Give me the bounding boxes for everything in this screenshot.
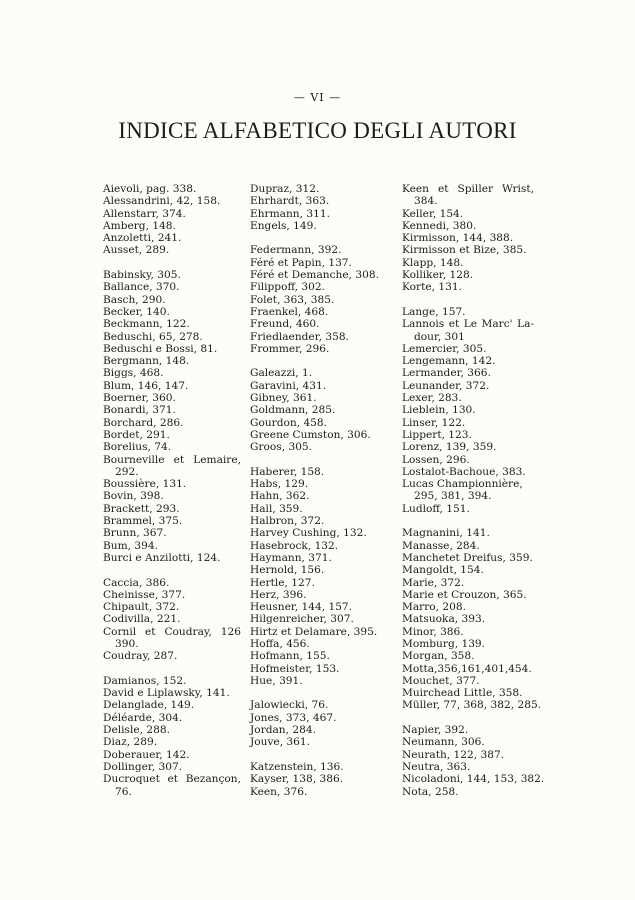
section-gap bbox=[103, 257, 241, 269]
index-entry: Muirchead Little, 358. bbox=[402, 687, 523, 700]
page-number: — VI — bbox=[293, 91, 342, 104]
index-entry: Blum, 146, 147. bbox=[103, 379, 189, 392]
index-entry: Déléarde, 304. bbox=[103, 711, 183, 724]
index-entry: Anzoletti, 241. bbox=[103, 232, 182, 245]
section-gap bbox=[250, 232, 382, 244]
index-entry: Herz, 396. bbox=[250, 588, 307, 601]
index-entry: Harvey Cushing, 132. bbox=[250, 527, 367, 540]
index-entry: Féré et Papin, 137. bbox=[250, 256, 352, 269]
index-entry: Bergmann, 148. bbox=[103, 355, 190, 368]
index-entry: Neumann, 306. bbox=[402, 736, 485, 749]
index-entry: Lengemann, 142. bbox=[402, 355, 496, 368]
index-entry: Chipault, 372. bbox=[103, 601, 180, 614]
index-entry: Mouchet, 377. bbox=[402, 674, 480, 687]
index-entry: Kirmisson, 144, 388. bbox=[402, 232, 514, 245]
index-entry: Jouve, 361. bbox=[250, 736, 311, 749]
index-entry: Gibney, 361. bbox=[250, 392, 317, 405]
index-entry: Haberer, 158. bbox=[250, 465, 325, 478]
index-entry: Heusner, 144, 157. bbox=[250, 601, 353, 614]
index-entry: Féré et Demanche, 308. bbox=[250, 269, 379, 282]
index-entry: Korte, 131. bbox=[402, 281, 462, 294]
index-entry: Lange, 157. bbox=[402, 305, 466, 318]
index-entry: Hofmeister, 153. bbox=[250, 662, 340, 675]
index-entry: Nota, 258. bbox=[402, 785, 459, 798]
index-entry: Hirtz et Delamare, 395. bbox=[250, 625, 378, 638]
index-entry: Lossen, 296. bbox=[402, 453, 470, 466]
index-entry: Kayser, 138, 386. bbox=[250, 773, 344, 786]
author-column-1 bbox=[103, 183, 241, 798]
index-entry: Hall, 359. bbox=[250, 502, 303, 515]
index-entry: Delisle, 288. bbox=[103, 724, 170, 737]
index-entry: Beckmann, 122. bbox=[103, 318, 190, 331]
index-entry: Hue, 391. bbox=[250, 674, 303, 687]
index-entry: Delanglade, 149. bbox=[103, 699, 195, 712]
index-entry: Marro, 208. bbox=[402, 601, 466, 614]
index-entry: Haymann, 371. bbox=[250, 551, 332, 564]
index-entry: Bordet, 291. bbox=[103, 428, 170, 441]
index-entry: 390. bbox=[115, 637, 139, 650]
index-entry: Goldmann, 285. bbox=[250, 404, 336, 417]
section-gap bbox=[103, 663, 241, 675]
index-entry: 384. bbox=[414, 195, 438, 208]
section-gap bbox=[250, 687, 382, 699]
index-entry: Kirmisson et Bize, 385. bbox=[402, 244, 527, 257]
section-gap bbox=[402, 515, 534, 527]
index-entry: Hilgenreicher, 307. bbox=[250, 613, 354, 626]
index-entry: Dollinger, 307. bbox=[103, 760, 183, 773]
index-entry: Lucas Championnière, bbox=[402, 478, 523, 491]
index-entry: Aievoli, pag. 338. bbox=[103, 183, 197, 195]
index-entry: Hahn, 362. bbox=[250, 490, 310, 503]
index-entry: Galeazzi, 1. bbox=[250, 367, 313, 380]
index-entry: Frommer, 296. bbox=[250, 342, 330, 355]
index-entry: Neutra, 363. bbox=[402, 760, 471, 773]
index-entry: Bourneville et Lemaire, bbox=[103, 453, 241, 466]
index-entry: Cheinisse, 377. bbox=[103, 588, 186, 601]
index-entry: Minor, 386. bbox=[402, 625, 464, 638]
index-entry: Beduschi e Bossi, 81. bbox=[103, 342, 218, 355]
index-entry: Hertle, 127. bbox=[250, 576, 315, 589]
index-entry: Keen et Spiller Wrist, bbox=[402, 183, 534, 195]
index-entry: Müller, 77, 368, 382, 285. bbox=[402, 699, 542, 712]
index-entry: Kennedi, 380. bbox=[402, 219, 477, 232]
index-entry: Ausset, 289. bbox=[103, 244, 170, 257]
index-entry: Coudray, 287. bbox=[103, 650, 178, 663]
index-entry: Hoffa, 456. bbox=[250, 637, 310, 650]
index-entry: Allenstarr, 374. bbox=[103, 207, 186, 220]
index-entry: Beduschi, 65, 278. bbox=[103, 330, 203, 343]
index-entry: Doberauer, 142. bbox=[103, 748, 190, 761]
index-entry: Nicoladoni, 144, 153, 382. bbox=[402, 773, 545, 786]
index-entry: Lostalot-Bachoue, 383. bbox=[402, 465, 526, 478]
index-entry: Bum, 394. bbox=[103, 539, 158, 552]
index-entry: Hofmann, 155. bbox=[250, 650, 330, 663]
index-entry: Fraenkel, 468. bbox=[250, 305, 329, 318]
author-column-2 bbox=[250, 183, 382, 798]
index-entry: Halbron, 372. bbox=[250, 515, 325, 528]
index-entry: 76. bbox=[115, 785, 132, 798]
index-entry: Friedlaender, 358. bbox=[250, 330, 349, 343]
index-entry: Brammel, 375. bbox=[103, 515, 183, 528]
index-entry: Bonardi, 371. bbox=[103, 404, 176, 417]
index-entry: Napier, 392. bbox=[402, 724, 469, 737]
index-entry: Morgan, 358. bbox=[402, 650, 475, 663]
index-entry: Gourdon, 458. bbox=[250, 416, 328, 429]
index-entry: Cornil et Coudray, 126 bbox=[103, 625, 241, 638]
index-entry: Lieblein, 130. bbox=[402, 404, 476, 417]
index-entry: Marie et Crouzon, 365. bbox=[402, 588, 527, 601]
index-entry: Engels, 149. bbox=[250, 219, 317, 232]
index-entry: Jordan, 284. bbox=[250, 724, 316, 737]
index-entry: Alessandrini, 42, 158. bbox=[103, 195, 221, 208]
index-entry: Habs, 129. bbox=[250, 478, 309, 491]
index-entry: Lorenz, 139, 359. bbox=[402, 441, 497, 454]
index-entry: Jalowiecki, 76. bbox=[250, 699, 329, 712]
index-entry: Freund, 460. bbox=[250, 318, 320, 331]
index-entry: Folet, 363, 385. bbox=[250, 293, 335, 306]
index-entry: Damianos, 152. bbox=[103, 674, 187, 687]
index-entry: Lexer, 283. bbox=[402, 392, 462, 405]
index-entry: Lippert, 123. bbox=[402, 428, 472, 441]
index-entry: Codivilla, 221. bbox=[103, 613, 181, 626]
index-entry: Diaz, 289. bbox=[103, 736, 158, 749]
index-entry: 295, 381, 394. bbox=[414, 490, 492, 503]
index-entry: Manasse, 284. bbox=[402, 539, 480, 552]
index-entry: Becker, 140. bbox=[103, 305, 170, 318]
index-entry: Matsuoka, 393. bbox=[402, 613, 486, 626]
index-entry: Borelius, 74. bbox=[103, 441, 172, 454]
index-entry: Mangoldt, 154. bbox=[402, 564, 484, 577]
index-entry: Lermander, 366. bbox=[402, 367, 491, 380]
index-entry: Federmann, 392. bbox=[250, 244, 342, 257]
index-entry: Ballance, 370. bbox=[103, 281, 180, 294]
index-entry: Lannois et Le Marc' La- bbox=[402, 318, 534, 331]
section-gap bbox=[103, 564, 241, 576]
author-column-3 bbox=[402, 183, 545, 798]
section-gap bbox=[250, 454, 382, 466]
index-entry: Lemercier, 305. bbox=[402, 342, 487, 355]
index-entry: Manchetet Dreifus, 359. bbox=[402, 551, 533, 564]
index-entry: Jones, 373, 467. bbox=[250, 711, 337, 724]
index-entry: Ludloff, 151. bbox=[402, 502, 470, 515]
index-entry: Motta,356,161,401,454. bbox=[402, 662, 532, 675]
section-gap bbox=[402, 712, 534, 724]
index-entry: Hernold, 156. bbox=[250, 564, 325, 577]
index-entry: Basch, 290. bbox=[103, 293, 166, 306]
index-entry: dour, 301 bbox=[414, 330, 465, 343]
section-gap bbox=[402, 294, 534, 306]
index-entry: Leunander, 372. bbox=[402, 379, 490, 392]
index-entry: Caccia, 386. bbox=[103, 576, 170, 589]
index-entry: Bovin, 398. bbox=[103, 490, 164, 503]
page-title: INDICE ALFABETICO DEGLI AUTORI bbox=[118, 118, 517, 143]
index-entry: Borchard, 286. bbox=[103, 416, 184, 429]
index-entry: Ducroquet et Bezançon, bbox=[103, 773, 241, 786]
index-entry: Magnanini, 141. bbox=[402, 527, 490, 540]
index-entry: Kolliker, 128. bbox=[402, 269, 474, 282]
index-entry: Biggs, 468. bbox=[103, 367, 164, 380]
index-entry: Marie, 372. bbox=[402, 576, 465, 589]
index-entry: David e Liplawsky, 141. bbox=[103, 687, 230, 700]
index-entry: Momburg, 139. bbox=[402, 637, 486, 650]
index-entry: Keller, 154. bbox=[402, 207, 464, 220]
index-entry: Boerner, 360. bbox=[103, 392, 176, 405]
index-entry: Brackett, 293. bbox=[103, 502, 180, 515]
index-entry: Ehrhardt, 363. bbox=[250, 195, 330, 208]
index-entry: Babinsky, 305. bbox=[103, 269, 181, 282]
index-entry: Greene Cumston, 306. bbox=[250, 428, 371, 441]
index-entry: Dupraz, 312. bbox=[250, 183, 320, 195]
index-entry: Boussière, 131. bbox=[103, 478, 187, 491]
index-entry: 292. bbox=[115, 465, 139, 478]
index-entry: Hasebrock, 132. bbox=[250, 539, 339, 552]
index-entry: Amberg, 148. bbox=[103, 219, 176, 232]
index-entry: Linser, 122. bbox=[402, 416, 466, 429]
index-entry: Keen, 376. bbox=[250, 785, 308, 798]
index-entry: Klapp, 148. bbox=[402, 256, 464, 269]
index-entry: Katzenstein, 136. bbox=[250, 760, 344, 773]
index-entry: Filippoff, 302. bbox=[250, 281, 325, 294]
section-gap bbox=[250, 355, 382, 367]
index-entry: Neurath, 122, 387. bbox=[402, 748, 505, 761]
section-gap bbox=[250, 749, 382, 761]
index-entry: Groos, 305. bbox=[250, 441, 313, 454]
index-entry: Brunn, 367. bbox=[103, 527, 167, 540]
index-entry: Burci e Anzilotti, 124. bbox=[103, 551, 221, 564]
index-entry: Garavini, 431. bbox=[250, 379, 327, 392]
index-entry: Ehrmann, 311. bbox=[250, 207, 330, 220]
